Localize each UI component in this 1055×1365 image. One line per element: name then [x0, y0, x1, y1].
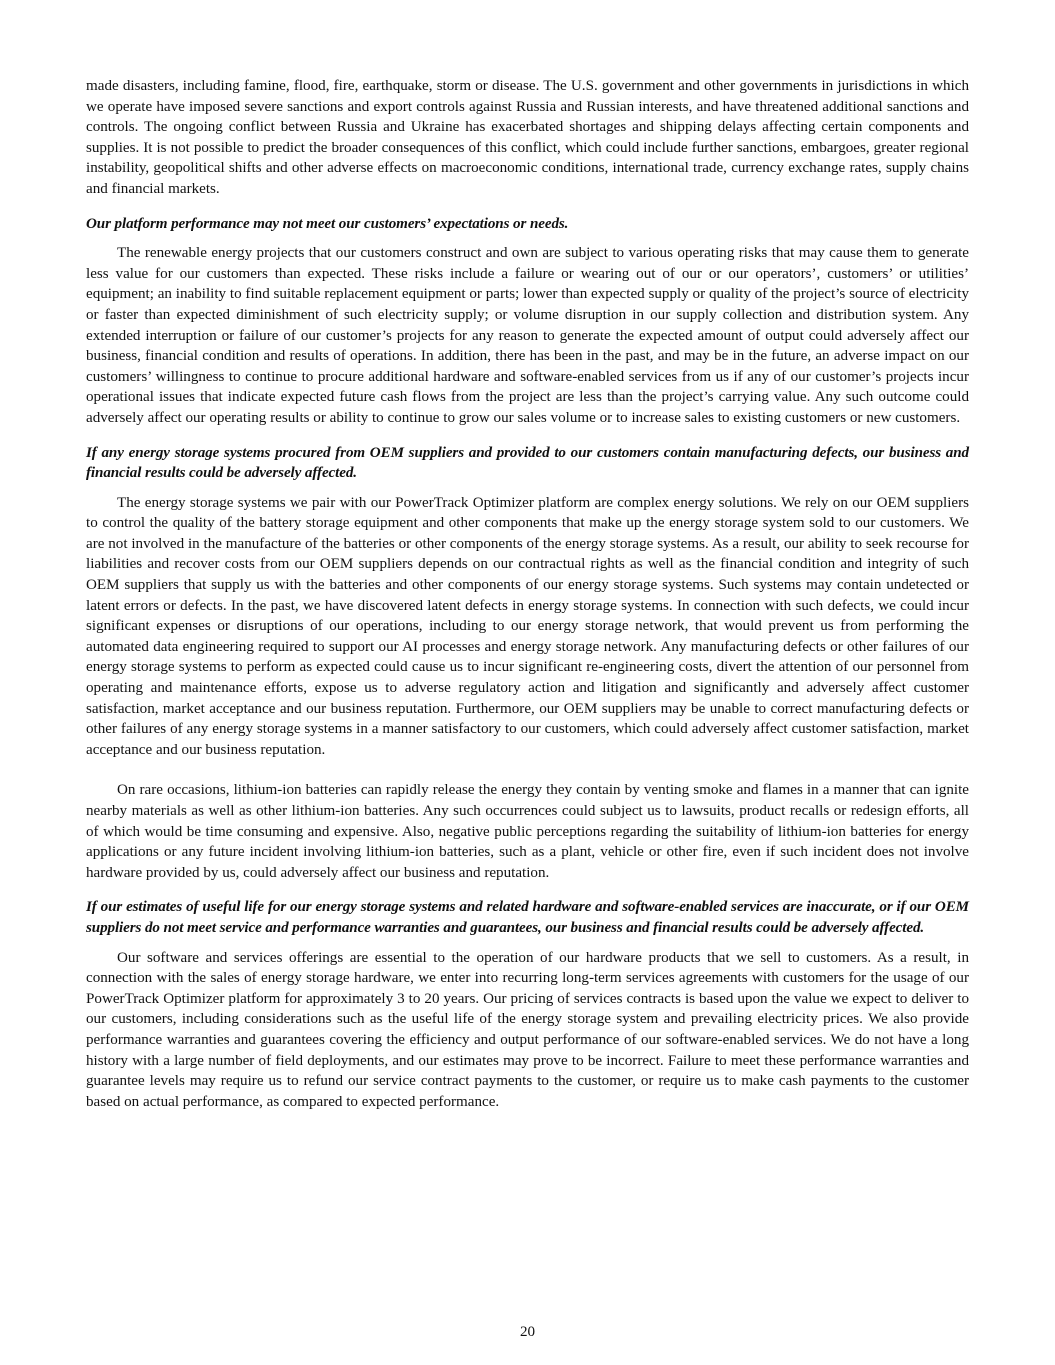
- section-paragraph: Our software and services offerings are essential to the operation of our hardware products that we sell to customers. As a result, in connection with the sales of energy storage hardware, we enter into recurring long-term services agreements with customers for the usage of our PowerTrack Optimizer platform for approximately 3 to 20 years. Our pricing of services contracts is based upon the value we expect to deliver to our customers, including considerations such as the useful life of the energy storage system and prevailing electricity prices. We also provide performance warranties and guarantees covering the efficiency and output performance of our software-enabled services. We do not have a long history with a large number of field deployments, and our estimates may prove to be incorrect. Failure to meet these performance warranties and guarantee levels may require us to refund our service contract payments to the customer, or require us to make cash payments to the customer based on actual performance, as compared to expected performance.: [86, 949, 969, 1110]
- section-heading: If our estimates of useful life for our energy storage systems and related hardware and software-enabled services are inaccurate, or if our OEM suppliers do not meet service and performance warranties and guarantees, our business and financial results could be adversely affected.: [86, 899, 969, 936]
- section-paragraph: On rare occasions, lithium-ion batteries can rapidly release the energy they contain by venting smoke and flames in a manner that can ignite nearby materials as well as other lithium-ion batteries. Any such occurrences could subject us to lawsuits, product recalls or redesign efforts, all of which would be time consuming and expensive. Also, negative public perceptions regarding the suitability of lithium-ion batteries for energy applications or any future incident involving lithium-ion batteries, such as a plant, vehicle or other fire, even if such incident does not involve hardware provided by us, could adversely affect our business and reputation.: [86, 782, 969, 881]
- document-page: [86, 76, 969, 1112]
- risk-section-manufacturing-defects: [86, 443, 969, 884]
- opening-paragraph: made disasters, including famine, flood, fire, earthquake, storm or disease. The U.S. government and other governments in jurisdictions in which we operate have imposed severe sanctions and export controls against Russia and Russian interests, and have threatened additional sanctions and controls. The ongoing conflict between Russia and Ukraine has exacerbated shortages and shipping delays affecting certain components and supplies. It is not possible to predict the broader consequences of this conflict, which could include further sanctions, embargoes, greater regional instability, geopolitical shifts and other adverse effects on macroeconomic conditions, international trade, currency exchange rates, supply chains and financial markets.: [86, 78, 969, 197]
- section-paragraph: The renewable energy projects that our customers construct and own are subject to various operating risks that may cause them to generate less value for our customers than expected. These risks include a failure or wearing out of our or our operators’, customers’ or utilities’ equipment; an inability to find suitable replacement equipment or parts; lower than expected supply or quality of the project’s source of electricity or faster than expected diminishment of such electricity supply; or volume disruption in our supply collection and distribution system. Any extended interruption or failure of our customer’s projects for any reason to generate the expected amount of output could adversely affect our business, financial condition and results of operations. In addition, there has been in the past, and may be in the future, an adverse impact on our customers’ willingness to continue to procure additional hardware and software-enabled services from us if any of our customer’s projects incur operational issues that indicate expected future cash flows from the project are less than the project’s carrying value. Any such outcome could adversely affect our operating results or ability to continue to grow our sales volume or to increase sales to existing customers or new customers.: [86, 245, 969, 426]
- section-heading: Our platform performance may not meet our customers’ expectations or needs.: [86, 215, 569, 232]
- risk-section-platform-performance: [86, 214, 969, 429]
- risk-section-useful-life-estimates: [86, 897, 969, 1112]
- section-heading: If any energy storage systems procured from OEM suppliers and provided to our customers contain manufacturing defects, our business and financial results could be adversely affected.: [86, 444, 969, 482]
- section-paragraph: The energy storage systems we pair with our PowerTrack Optimizer platform are complex energy solutions. We rely on our OEM suppliers to control the quality of the battery storage equipment and other components that make up the energy storage system sold to our customers. We are not involved in the manufacture of the batteries or other components of the energy storage systems. As a result, our ability to seek recourse for liabilities and recover costs from our OEM suppliers depends on our contractual rights as well as the financial condition and integrity of such OEM suppliers that supply us with the batteries and other components of our energy storage systems. Such systems may contain undetected or latent errors or defects. In the past, we have discovered latent defects in energy storage systems. In connection with such defects, we could incur significant expenses or disruptions of our operations, including to our energy storage network, that would prevent us from performing the automated data engineering required to support our AI processes and energy storage network. Any manufacturing defects or other failures of our energy storage systems to perform as expected could cause us to incur significant re-engineering costs, divert the attention of our personnel from operating and maintenance efforts, expose us to adverse regulatory action and litigation and significantly and adversely affect customer satisfaction, market acceptance and our business reputation. Furthermore, our OEM suppliers may be unable to correct manufacturing defects or other failures of any energy storage systems in a manner satisfactory to our customers, which could adversely affect customer satisfaction, market acceptance and our business reputation.: [86, 494, 969, 758]
- page-number: 20: [519, 1324, 536, 1340]
